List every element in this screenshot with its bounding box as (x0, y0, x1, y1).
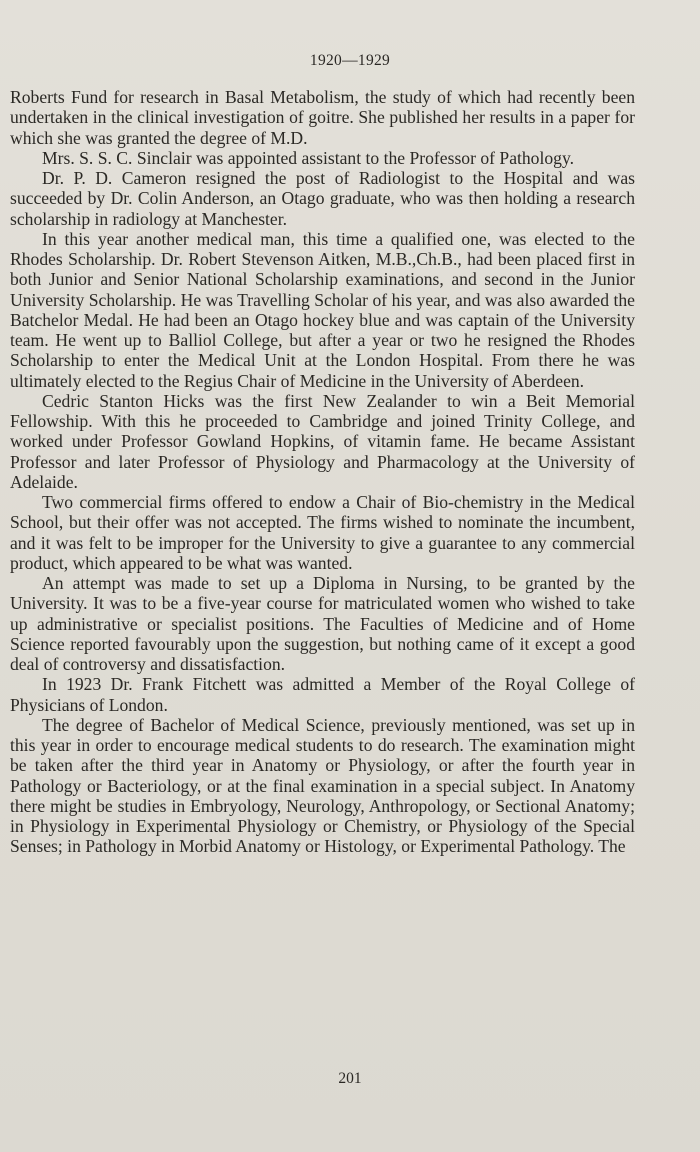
paragraph-hicks: Cedric Stanton Hicks was the first New Zealander to win a Beit Memorial Fellowship. With this he proceeded to Cambridge and joined Trinity College, and worked under Professor Gowland Hopkins, of vitamin fame. He became Assistant Professor and later Professor of Physiology and Pharmacology at the University of Adelaide. (10, 390, 635, 492)
page-number: 201 (338, 1070, 362, 1087)
paragraph-nursing-diploma: An attempt was made to set up a Diploma in Nursing, to be granted by the University. It was to be a five-year course for matriculated women who wished to take up administrative or specialist positions. The Faculties of Medicine and of Home Science reported favourably upon the suggestion, but nothing came of it except a good deal of controversy and dissatisfaction. (10, 573, 635, 674)
paragraph-bachelor-medical-science: The degree of Bachelor of Medical Science, previously mentioned, was set up in this year in order to encourage medical students to do research. The examination might be taken after the third year in Anatomy or Physiology, or after the fourth year in Pathology or Bacteriology, or at the final examination in a special subject. In Anatomy there might be studies in Embryology, Neurology, Anthropology, or Sectional Anatomy; in Physiology in Experimental Physiology or Chemistry, or Physiology of the Special Senses; in Pathology in Morbid Anatomy or Histology, or Experimental Pathology. The (10, 714, 635, 857)
paragraph-aitken: In this year another medical man, this time a qualified one, was elected to the Rhodes Scholarship. Dr. Robert Stevenson Aitken, M.B.,Ch.B., had been placed first in both Junior and Senior National Scholarship examinations, and second in the Junior University Scholarship. He was Travelling Scholar of his year, and was also awarded the Batchelor Medal. He had been an Otago hockey blue and was captain of the University team. He went up to Balliol College, but after a year or two he resigned the Rhodes Scholarship to enter the Medical Unit at the London Hospital. From there he was ultimately elected to the Regius Chair of Medicine in the University of Aberdeen. (10, 228, 635, 391)
paragraph-biochemistry-chair: Two commercial firms offered to endow a Chair of Bio-chemistry in the Medical School, but their offer was not accepted. The firms wished to nominate the incumbent, and it was felt to be improper for the University to give a guarantee to any commercial product, which appeared to be what was wanted. (10, 492, 635, 573)
running-head: 1920—1929 (309, 52, 391, 69)
paragraph-continuation: Roberts Fund for research in Basal Metabolism, the study of which had recently been undertaken in the clinical investigation of goitre. She published her results in a paper for which she was granted the degree of M.D. (10, 87, 635, 148)
body-text (10, 87, 635, 857)
paragraph-sinclair: Mrs. S. S. C. Sinclair was appointed assistant to the Professor of Pathology. (42, 147, 575, 168)
paragraph-cameron: Dr. P. D. Cameron resigned the post of Radiologist to the Hospital and was succeeded by Dr. Colin Anderson, an Otago graduate, who was then holding a research scholarship in radiology at Manchester. (10, 168, 635, 229)
paragraph-fitchett: In 1923 Dr. Frank Fitchett was admitted a Member of the Royal College of Physicians of London. (10, 674, 635, 715)
